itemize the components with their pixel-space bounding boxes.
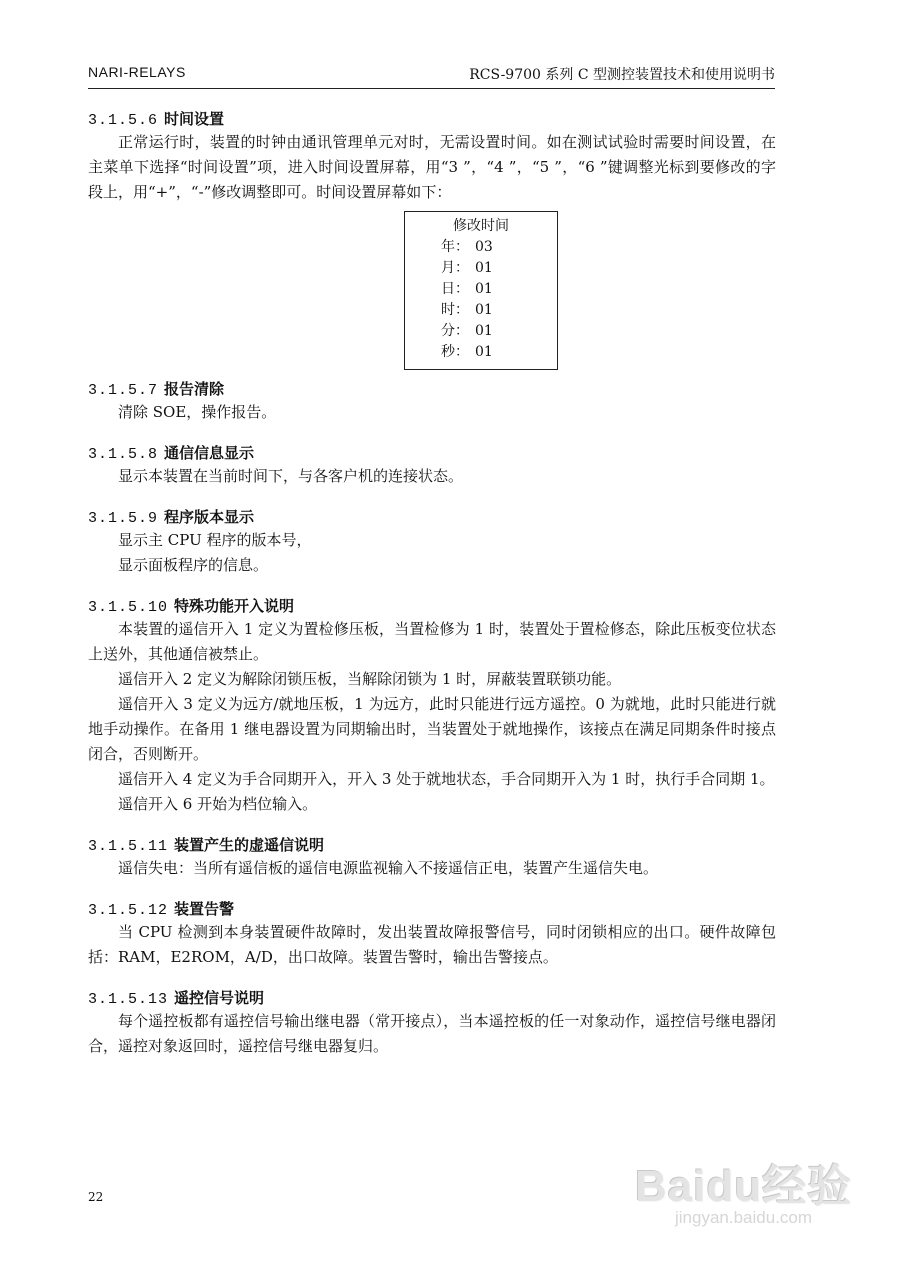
header-brand: NARI-RELAYS bbox=[88, 64, 186, 80]
section-heading bbox=[88, 898, 776, 920]
time-row-label: 年： bbox=[441, 239, 469, 255]
time-row-value: 01 bbox=[475, 302, 493, 318]
time-row-minute bbox=[405, 321, 557, 342]
section-heading bbox=[88, 987, 776, 1009]
paragraph: 显示主 CPU 程序的版本号， bbox=[118, 531, 312, 549]
section-number: 3.1.5.10 bbox=[88, 599, 169, 616]
section-heading bbox=[88, 108, 776, 130]
time-row-value: 01 bbox=[475, 344, 493, 360]
paragraph: 每个遥控板都有遥控信号输出继电器（常开接点），当本遥控板的任一对象动作，遥控信号继电器闭合，遥控对象返回时，遥控信号继电器复归。 bbox=[88, 1012, 776, 1055]
section-heading bbox=[88, 506, 776, 528]
section-heading bbox=[88, 834, 776, 856]
paragraph: 正常运行时，装置的时钟由通讯管理单元对时，无需设置时间。如在测试试验时需要时间设置，在主菜单下选择“时间设置”项，进入时间设置屏幕，用“3 ”，“4 ”，“5 ”，“6 ”键调整光标到要修改的字段上，用“+”，“-”修改调整即可。时间设置屏幕如下： bbox=[88, 133, 776, 201]
paragraph: 遥信开入 6 开始为档位输入。 bbox=[118, 795, 318, 813]
page-content bbox=[88, 108, 776, 1059]
paragraph: 遥信开入 3 定义为远方/就地压板，1 为远方，此时只能进行远方遥控。0 为就地，此时只能进行就地手动操作。在备用 1 继电器设置为同期输出时，当装置处于就地操作，该接点在满足同期条件时接点闭合，否则断开。 bbox=[88, 695, 776, 763]
paragraph: 本装置的遥信开入 1 定义为置检修压板，当置检修为 1 时，装置处于置检修态，除此压板变位状态上送外，其他通信被禁止。 bbox=[88, 620, 776, 663]
paragraph: 显示面板程序的信息。 bbox=[118, 556, 269, 574]
section-heading bbox=[88, 442, 776, 464]
time-row-value: 01 bbox=[475, 323, 493, 339]
time-row-month bbox=[405, 258, 557, 279]
time-row-year bbox=[405, 237, 557, 258]
time-row-value: 03 bbox=[475, 239, 493, 255]
section-number: 3.1.5.13 bbox=[88, 991, 169, 1008]
page-header bbox=[88, 64, 775, 89]
paragraph: 当 CPU 检测到本身装置硬件故障时，发出装置故障报警信号，同时闭锁相应的出口。硬件故障包括：RAM，E2ROM，A/D，出口故障。装置告警时，输出告警接点。 bbox=[88, 923, 776, 966]
header-doc-title: RCS-9700 系列 C 型测控装置技术和使用说明书 bbox=[469, 67, 775, 83]
section-number: 3.1.5.7 bbox=[88, 382, 159, 399]
page-number: 22 bbox=[88, 1190, 104, 1204]
section-heading bbox=[88, 595, 776, 617]
time-row-label: 分： bbox=[441, 323, 469, 339]
section-title: 装置告警 bbox=[174, 900, 235, 918]
section-title: 程序版本显示 bbox=[164, 508, 255, 526]
time-setting-screen bbox=[404, 211, 558, 370]
section-title: 装置产生的虚遥信说明 bbox=[174, 836, 325, 854]
section-heading bbox=[88, 378, 776, 400]
paragraph: 遥信失电：当所有遥信板的遥信电源监视输入不接遥信正电，装置产生遥信失电。 bbox=[118, 859, 659, 877]
section-title: 报告清除 bbox=[164, 380, 225, 398]
section-title: 时间设置 bbox=[164, 110, 225, 128]
section-title: 遥控信号说明 bbox=[174, 989, 265, 1007]
time-row-label: 日： bbox=[441, 281, 469, 297]
section-number: 3.1.5.11 bbox=[88, 838, 169, 855]
paragraph: 遥信开入 2 定义为解除闭锁压板，当解除闭锁为 1 时，屏蔽装置联锁功能。 bbox=[118, 670, 622, 688]
time-row-value: 01 bbox=[475, 281, 493, 297]
time-row-hour bbox=[405, 300, 557, 321]
time-row-second bbox=[405, 342, 557, 363]
time-row-value: 01 bbox=[475, 260, 493, 276]
time-row-label: 时： bbox=[441, 302, 469, 318]
watermark-url: jingyan.baidu.com bbox=[675, 1208, 813, 1227]
section-number: 3.1.5.6 bbox=[88, 112, 159, 129]
paragraph: 清除 SOE，操作报告。 bbox=[118, 403, 277, 421]
paragraph: 显示本装置在当前时间下，与各客户机的连接状态。 bbox=[118, 467, 464, 485]
section-number: 3.1.5.12 bbox=[88, 902, 169, 919]
paragraph: 遥信开入 4 定义为手合同期开入，开入 3 处于就地状态，手合同期开入为 1 时，执行手合同期 1。 bbox=[118, 770, 775, 788]
watermark-logo: Baidu经验 bbox=[635, 1162, 853, 1211]
time-row-day bbox=[405, 279, 557, 300]
section-number: 3.1.5.8 bbox=[88, 446, 159, 463]
time-row-label: 月： bbox=[441, 260, 469, 276]
section-number: 3.1.5.9 bbox=[88, 510, 159, 527]
time-screen-title: 修改时间 bbox=[453, 218, 509, 234]
section-title: 通信信息显示 bbox=[164, 444, 255, 462]
section-title: 特殊功能开入说明 bbox=[174, 597, 295, 615]
baidu-watermark bbox=[635, 1150, 865, 1240]
time-row-label: 秒： bbox=[441, 344, 469, 360]
